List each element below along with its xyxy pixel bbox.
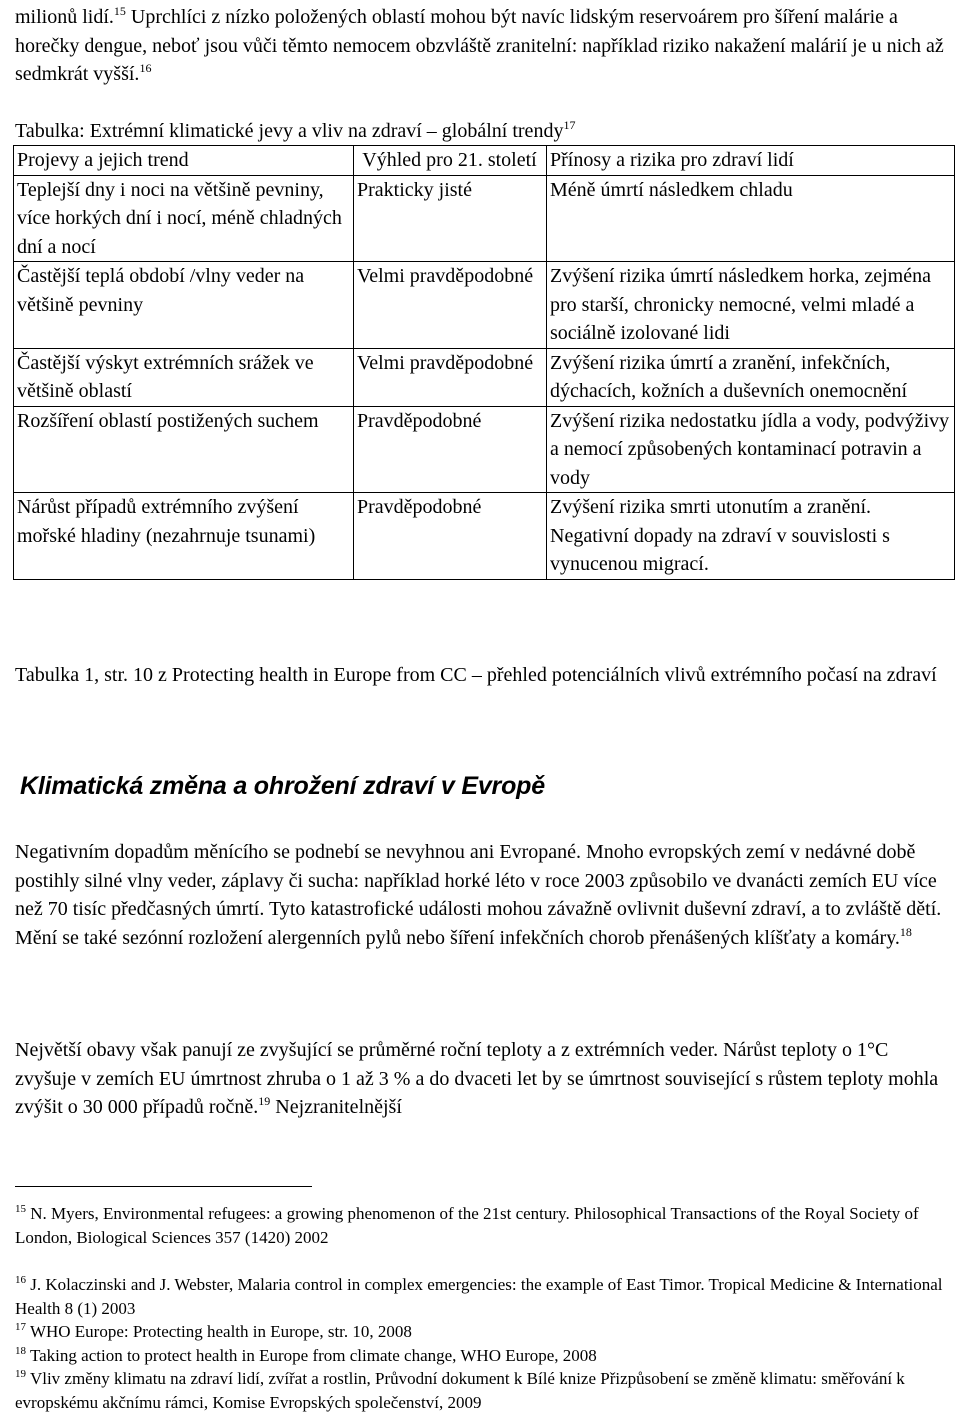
- table-caption-text: Tabulka: Extrémní klimatické jevy a vliv na zdraví – globální trendy: [15, 120, 564, 142]
- table-cell: Prakticky jisté: [354, 175, 547, 262]
- footnote-ref-16[interactable]: 16: [139, 61, 152, 75]
- table-header-row: [14, 146, 955, 176]
- footnote-17: [15, 1320, 950, 1344]
- table-cell: Nárůst případů extrémního zvýšení mořské hladiny (nezahrnuje tsunami): [14, 493, 354, 580]
- intro-text: Uprchlíci z nízko položených oblastí mohou být navíc lidským reservoárem pro šíření malárie a horečky dengue, neboť jsou vůči těmto nemocem obzvláště zranitelní: například riziko nakažení malárií je u nich až sedmkrát vyšší.: [15, 6, 944, 85]
- footnote-15: [15, 1202, 950, 1249]
- footnote-text: N. Myers, Environmental refugees: a growing phenomenon of the 21st century. Philosophical Transactions of the Royal Society of London, Biological Sciences 357 (1420) 2002: [15, 1204, 919, 1247]
- body-paragraph-1: [15, 838, 950, 952]
- footnote-16: [15, 1273, 950, 1320]
- table-row: [14, 406, 955, 493]
- footnote-18: [15, 1344, 950, 1368]
- table-cell: Zvýšení rizika úmrtí následkem horka, zejména pro starší, chronicky nemocné, velmi mladé a sociálně izolované lidi: [547, 262, 955, 349]
- footnote-ref-18[interactable]: 18: [899, 924, 912, 939]
- table-cell: Zvýšení rizika smrti utonutím a zranění. Negativní dopady na zdraví v souvislosti s vynucenou migrací.: [547, 493, 955, 580]
- table-row: [14, 493, 955, 580]
- footnote-ref-17[interactable]: 17: [563, 118, 576, 132]
- footnote-divider: [15, 1186, 312, 1187]
- footnote-number: 15: [15, 1203, 26, 1215]
- table-cell: Častější výskyt extrémních srážek ve většině oblastí: [14, 348, 354, 406]
- table-cell: Velmi pravděpodobné: [354, 262, 547, 349]
- footnote-text: Vliv změny klimatu na zdraví lidí, zvířat a rostlin, Průvodní dokument k Bílé knize Přizpůsobení se změně klimatu: směřování k evropskému akčnímu rámci, Komise Evropských společenství, 2009: [15, 1369, 905, 1412]
- climate-health-table: [13, 145, 955, 580]
- table-row: [14, 348, 955, 406]
- intro-lead: milionů lidí.: [15, 6, 114, 28]
- section-heading: Klimatická změna a ohrožení zdraví v Evropě: [20, 772, 545, 800]
- table-cell: Zvýšení rizika nedostatku jídla a vody, podvýživy a nemocí způsobených kontaminací potravin a vody: [547, 406, 955, 493]
- table-cell: Teplejší dny i noci na většině pevniny, více horkých dní i nocí, méně chladných dní a nocí: [14, 175, 354, 262]
- table-cell: Rozšíření oblastí postižených suchem: [14, 406, 354, 493]
- footnote-19: [15, 1367, 950, 1414]
- footnote-number: 17: [15, 1321, 26, 1333]
- table-source-note: Tabulka 1, str. 10 z Protecting health in Europe from CC – přehled potenciálních vlivů extrémního počasí na zdraví: [15, 664, 937, 686]
- body-paragraph-1-text: Negativním dopadům měnícího se podnebí se nevyhnou ani Evropané. Mnoho evropských zemí v nedávné době postihly silné vlny veder, záplavy či sucha: například horké léto v roce 2003 způsobilo ve dvanácti zemích EU více než 70 tisíc předčasných úmrtí. Tyto katastrofické události mohou závažně ovlivnit duševní zdraví, a to zvláště dětí. Mění se také sezónní rozložení alergenních pylů nebo šíření infekčních chorob přenášených klíšťaty a komáry.: [15, 841, 942, 949]
- table-cell: Velmi pravděpodobné: [354, 348, 547, 406]
- table-cell: Zvýšení rizika úmrtí a zranění, infekčních, dýchacích, kožních a duševních onemocnění: [547, 348, 955, 406]
- footnote-ref-19[interactable]: 19: [258, 1094, 271, 1108]
- footnote-text: Taking action to protect health in Europe from climate change, WHO Europe, 2008: [26, 1346, 597, 1365]
- table-cell: Méně úmrtí následkem chladu: [547, 175, 955, 262]
- header-cell: Projevy a jejich trend: [14, 146, 354, 176]
- footnote-text: WHO Europe: Protecting health in Europe, str. 10, 2008: [26, 1322, 412, 1341]
- table-cell: Pravděpodobné: [354, 406, 547, 493]
- footnote-number: 16: [15, 1274, 26, 1286]
- body-paragraph-2: [15, 1036, 950, 1122]
- table-row: [14, 262, 955, 349]
- table-row: [14, 175, 955, 262]
- table-cell: Častější teplá období /vlny veder na většině pevniny: [14, 262, 354, 349]
- header-cell: Přínosy a rizika pro zdraví lidí: [547, 146, 955, 176]
- footnote-number: 18: [15, 1345, 26, 1357]
- footnote-ref-15[interactable]: 15: [113, 4, 126, 18]
- footnote-number: 19: [15, 1368, 26, 1380]
- body-paragraph-2-tail: Nejzranitelnější: [270, 1096, 402, 1118]
- intro-paragraph: [15, 3, 950, 89]
- body-paragraph-2-text: Největší obavy však panují ze zvyšující se průměrné roční teploty a z extrémních veder. Nárůst teploty o 1°C zvyšuje v zemích EU úmrtnost zhruba o 1 až 3 % a do dvaceti let by se úmrtnost související s růstem teploty mohla zvýšit o 30 000 případů ročně.: [15, 1039, 939, 1118]
- table-caption: [15, 117, 575, 146]
- table-cell: Pravděpodobné: [354, 493, 547, 580]
- header-cell: Výhled pro 21. století: [354, 146, 547, 176]
- footnote-text: J. Kolaczinski and J. Webster, Malaria control in complex emergencies: the example of East Timor. Tropical Medicine & International Health 8 (1) 2003: [15, 1275, 943, 1318]
